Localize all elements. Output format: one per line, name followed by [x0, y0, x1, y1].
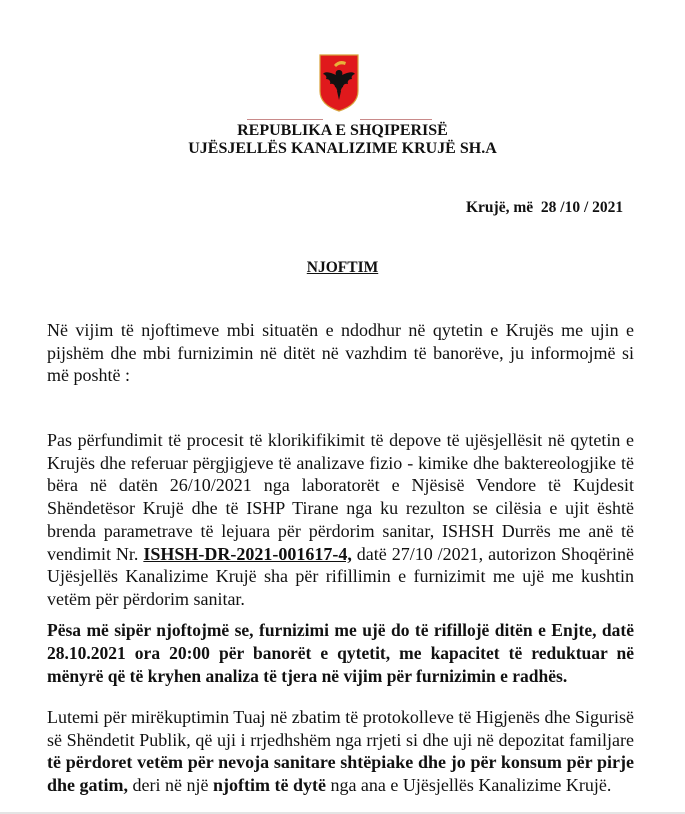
paragraph-request: [47, 706, 634, 797]
paragraph-resumption: Pësa më sipër njoftojmë se, furnizimi me ujë do të rifillojë ditën e Enjte, datë 28.10.2021 ora 20:00 për banorët e qytetit, me kapacitet të reduktuar në mënyrë që të kryhen analiza të tjera në vijim për furnizimin e radhës.: [47, 620, 634, 686]
paragraph-request-bold-1: të përdoret vetëm për nevoja sanitare shtëpiake dhe jo për konsum për pirje dhe gatim,: [47, 752, 634, 796]
document-title: NJOFTIM: [306, 259, 379, 276]
paragraph-decision: [47, 429, 634, 611]
paragraph-decision-text-2: datë 27/10 /2021, autorizon Shoqërinë Ujësjellës Kanalizime Krujë sha për rifillimin e furnizimit me ujë me kushtin vetëm për përdorim sanitar.: [47, 543, 634, 609]
paragraph-request-bold-2: njoftim të dytë: [212, 775, 326, 796]
paragraph-request-text-2: deri në një: [128, 775, 213, 796]
decision-number: ISHSH-DR-2021-001617-4,: [143, 543, 352, 564]
paragraph-request-text-1: Lutemi për mirëkuptimin Tuaj në zbatim të protokolleve të Higjenës dhe Sigurisë së Shëndetit Publik, që uji i rrjedhshëm nga rrjeti si dhe uji në depozitat familjare: [47, 707, 634, 750]
albania-coat-of-arms-icon: [318, 53, 360, 113]
paragraph-decision-text-1: Pas përfundimit të procesit të klorikifikimit të depove të ujësjellësit në qytetin e Krujës dhe referuar përgjigjeve të analizave fizio - kimike dhe baktereologjike të bëra në datën 26/10/2021 nga laboratorët e Njësisë Vendore të Kujdesit Shëndetësor Krujë dhe të ISHP Tirane nga ku rezulton se cilësia e ujit është brenda parametrave të lejuara për përdorim sanitar, ISHSH Durrës me anë të vendimit Nr.: [47, 430, 634, 564]
header-republic: REPUBLIKA E SHQIPERISË: [237, 122, 448, 139]
header-rule-left: [247, 119, 323, 120]
header-company: UJËSJELLËS KANALIZIME KRUJË SH.A: [188, 140, 497, 157]
date-line: Krujë, më 28 /10 / 2021: [466, 199, 624, 216]
paragraph-request-text-3: nga ana e Ujësjellës Kanalizime Krujë.: [325, 775, 612, 796]
header-rule-right: [360, 119, 432, 120]
paragraph-intro: Në vijim të njoftimeve mbi situatën e ndodhur në qytetin e Krujës me ujin e pijshëm dhe mbi furnizimin në ditët në vazhdim të banorëve, ju informojmë si më poshtë :: [47, 320, 634, 386]
